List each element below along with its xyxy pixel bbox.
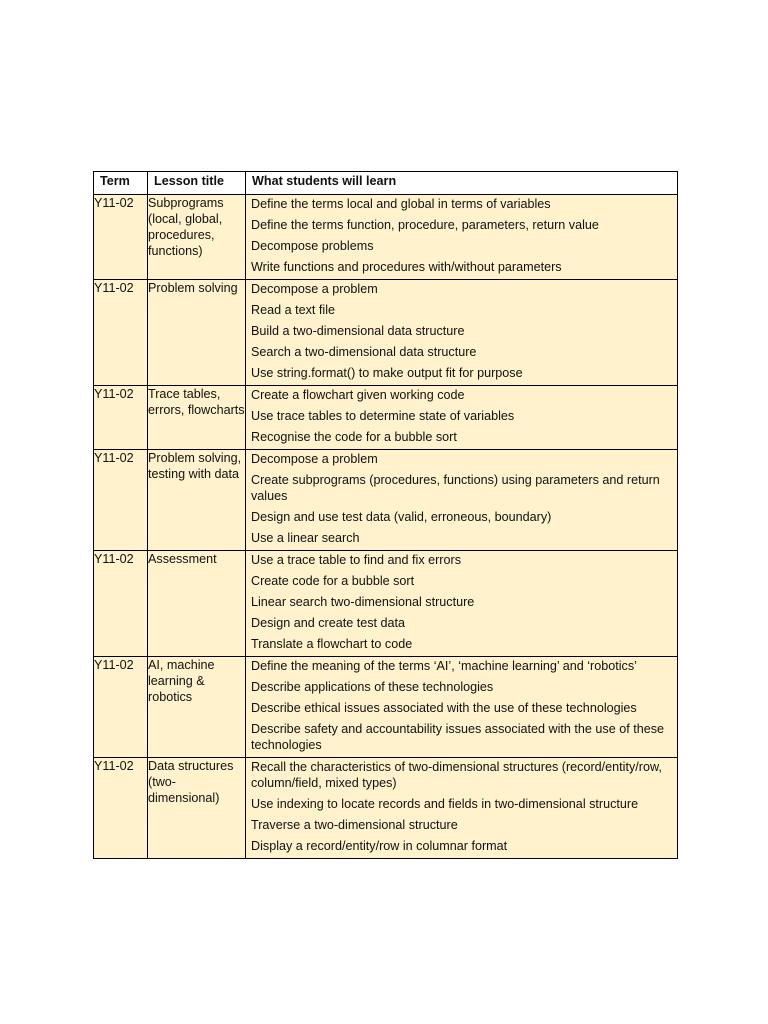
learning-objective: Translate a flowchart to code xyxy=(251,637,413,651)
lesson-title-cell: Subprograms (local, global, procedures, functions) xyxy=(148,195,246,280)
lesson-title-cell: Problem solving, testing with data xyxy=(148,450,246,551)
learning-objective: Recall the characteristics of two-dimensional structures (record/entity/row, column/field, mixed types) xyxy=(251,760,662,790)
curriculum-table xyxy=(93,171,678,859)
table-row xyxy=(94,450,678,551)
lesson-title-cell: Assessment xyxy=(148,551,246,657)
header-row xyxy=(94,172,678,195)
term-cell: Y11-02 xyxy=(94,450,148,551)
table-header xyxy=(94,172,678,195)
learning-objective: Use indexing to locate records and fields in two-dimensional structure xyxy=(251,797,639,811)
learning-objective: Create code for a bubble sort xyxy=(251,574,415,588)
learning-objective: Use a trace table to find and fix errors xyxy=(251,553,461,567)
learning-objective: Describe applications of these technologies xyxy=(251,680,494,694)
learning-objective: Use string.format() to make output fit for purpose xyxy=(251,366,523,380)
learning-objective: Recognise the code for a bubble sort xyxy=(251,430,457,444)
lesson-title-cell: Problem solving xyxy=(148,280,246,386)
learning-objectives-cell xyxy=(246,758,678,859)
learning-objective: Create a flowchart given working code xyxy=(251,388,465,402)
lesson-title-cell: Data structures (two-dimensional) xyxy=(148,758,246,859)
term-cell: Y11-02 xyxy=(94,280,148,386)
learning-objectives-cell xyxy=(246,195,678,280)
table-row xyxy=(94,657,678,758)
header-term: Term xyxy=(94,172,148,195)
learning-objectives-cell xyxy=(246,450,678,551)
table-row xyxy=(94,551,678,657)
learning-objective: Define the terms function, procedure, parameters, return value xyxy=(251,218,599,232)
term-cell: Y11-02 xyxy=(94,551,148,657)
learning-objective: Describe ethical issues associated with the use of these technologies xyxy=(251,701,637,715)
learning-objective: Decompose a problem xyxy=(251,282,378,296)
table-row xyxy=(94,758,678,859)
learning-objective: Write functions and procedures with/without parameters xyxy=(251,260,562,274)
learning-objective: Build a two-dimensional data structure xyxy=(251,324,465,338)
header-lesson-title: Lesson title xyxy=(148,172,246,195)
term-cell: Y11-02 xyxy=(94,195,148,280)
lesson-title-cell: Trace tables, errors, flowcharts xyxy=(148,386,246,450)
learning-objective: Create subprograms (procedures, functions) using parameters and return values xyxy=(251,473,660,503)
learning-objective: Display a record/entity/row in columnar format xyxy=(251,839,508,853)
learning-objective: Describe safety and accountability issues associated with the use of these technologies xyxy=(251,722,665,752)
learning-objectives-cell xyxy=(246,386,678,450)
learning-objective: Define the meaning of the terms ‘AI’, ‘machine learning’ and ‘robotics’ xyxy=(251,659,637,673)
learning-objective: Read a text file xyxy=(251,303,336,317)
learning-objective: Decompose a problem xyxy=(251,452,378,466)
learning-objective: Search a two-dimensional data structure xyxy=(251,345,477,359)
table-body xyxy=(94,195,678,859)
term-cell: Y11-02 xyxy=(94,758,148,859)
learning-objective: Define the terms local and global in terms of variables xyxy=(251,197,551,211)
learning-objectives-cell xyxy=(246,657,678,758)
table-row xyxy=(94,195,678,280)
learning-objective: Linear search two-dimensional structure xyxy=(251,595,475,609)
header-what-students-will-learn: What students will learn xyxy=(246,172,678,195)
lesson-title-cell: AI, machine learning & robotics xyxy=(148,657,246,758)
term-cell: Y11-02 xyxy=(94,657,148,758)
learning-objectives-cell xyxy=(246,280,678,386)
learning-objective: Design and create test data xyxy=(251,616,406,630)
learning-objective: Decompose problems xyxy=(251,239,374,253)
learning-objective: Use a linear search xyxy=(251,531,360,545)
learning-objective: Traverse a two-dimensional structure xyxy=(251,818,458,832)
table-row xyxy=(94,386,678,450)
table-row xyxy=(94,280,678,386)
learning-objective: Use trace tables to determine state of variables xyxy=(251,409,515,423)
term-cell: Y11-02 xyxy=(94,386,148,450)
learning-objectives-cell xyxy=(246,551,678,657)
learning-objective: Design and use test data (valid, erroneous, boundary) xyxy=(251,510,552,524)
